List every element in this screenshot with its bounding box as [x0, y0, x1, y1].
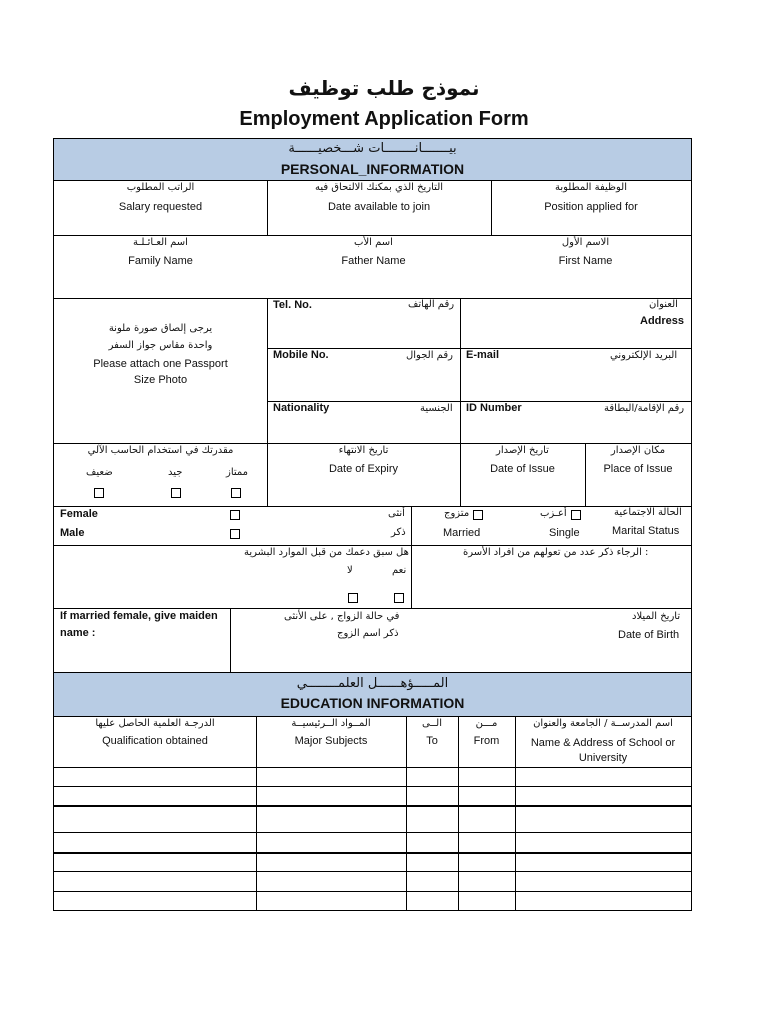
- id-number-label: ID Number: [466, 402, 522, 414]
- email-label-arabic: البريد الإلكتروني: [610, 350, 678, 361]
- form-title: Employment Application Form: [239, 108, 529, 130]
- row-divider: [54, 506, 691, 507]
- first-name-label-arabic: الاسم الأول: [561, 237, 610, 248]
- skill-weak-checkbox[interactable]: [94, 488, 104, 498]
- tel-label-arabic: رقم الهاتف: [408, 299, 455, 310]
- photo-instruction-arabic: واحدة مقاس جواز السفر: [108, 340, 213, 351]
- education-row-divider: [54, 891, 691, 892]
- single-label-arabic: أعـزب: [540, 508, 567, 519]
- marital-status-label: Marital Status: [612, 525, 680, 537]
- expiry-label-arabic: تاريخ الانتهاء: [338, 445, 389, 456]
- personal-header: PERSONAL_INFORMATION: [280, 161, 465, 177]
- photo-instruction: Size Photo: [133, 374, 188, 386]
- qualification-column-arabic: الدرجـة العلمية الحاصل عليها: [95, 718, 215, 729]
- issue-place-label-arabic: مكان الإصدار: [610, 445, 666, 456]
- hr-support-yes-label: نعم: [392, 565, 407, 576]
- email-label: E-mail: [466, 349, 500, 361]
- nationality-label-arabic: الجنسية: [420, 403, 453, 414]
- female-label-arabic: أنثى: [388, 508, 405, 519]
- row-divider: [54, 298, 691, 299]
- personal-info-header: [54, 139, 691, 181]
- school-column: Name & Address of School or University: [530, 737, 676, 764]
- family-name-label: Family Name: [128, 255, 193, 267]
- education-header-arabic: المـــــؤهــــــل العلمــــــــي: [296, 676, 449, 691]
- father-name-label: Father Name: [341, 255, 406, 267]
- row-divider: [54, 545, 691, 546]
- female-checkbox[interactable]: [230, 510, 240, 520]
- application-form: [53, 138, 692, 911]
- col-divider: [230, 608, 231, 672]
- mobile-label: Mobile No.: [273, 349, 329, 361]
- qualification-column: Qualification obtained: [102, 735, 208, 747]
- maiden-name-label: If married female, give maiden: [60, 610, 218, 622]
- education-info-header: [54, 673, 691, 717]
- single-label: Single: [549, 527, 580, 539]
- col-divider: [411, 506, 412, 608]
- salary-label: Salary requested: [118, 201, 203, 213]
- expiry-label: Date of Expiry: [328, 463, 399, 475]
- major-subjects-column-arabic: المــواد الــرئيسيــة: [291, 718, 371, 729]
- issue-date-label: Date of Issue: [490, 463, 555, 475]
- to-column: To: [426, 735, 438, 747]
- skill-good-checkbox[interactable]: [171, 488, 181, 498]
- dob-label: Date of Birth: [618, 629, 680, 641]
- row-divider: [54, 608, 691, 609]
- married-label-arabic: متزوج: [444, 508, 470, 519]
- id-number-label-arabic: رقم الإقامة/البطاقة: [604, 403, 685, 414]
- nationality-label: Nationality: [273, 402, 330, 414]
- row-divider: [54, 235, 691, 236]
- personal-header-arabic: بيـــــــانــــــــات شـــخصيــــــة: [288, 141, 457, 156]
- photo-instruction: Please attach one Passport: [93, 358, 228, 370]
- hr-support-yes-checkbox[interactable]: [394, 593, 404, 603]
- first-name-label: First Name: [558, 255, 613, 267]
- single-checkbox[interactable]: [571, 510, 581, 520]
- address-label-arabic: العنوان: [649, 299, 678, 310]
- education-row-divider: [54, 767, 691, 768]
- row-divider: [54, 443, 691, 444]
- hr-support-no-checkbox[interactable]: [348, 593, 358, 603]
- male-label: Male: [60, 527, 85, 539]
- married-checkbox[interactable]: [473, 510, 483, 520]
- married-label: Married: [443, 527, 481, 539]
- col-divider: [256, 716, 257, 911]
- husband-name-label-arabic: في حالة الزواج , على الأنثى: [284, 611, 400, 622]
- form-title-arabic: نموذج طلب توظيف: [288, 76, 480, 100]
- maiden-name-label: name :: [60, 627, 96, 639]
- skill-excellent-checkbox[interactable]: [231, 488, 241, 498]
- tel-label: Tel. No.: [273, 299, 312, 311]
- mobile-label-arabic: رقم الجوال: [406, 350, 453, 361]
- husband-name-label-arabic: ذكر اسم الزوج: [337, 628, 399, 639]
- position-label-arabic: الوظيفة المطلوبة: [555, 182, 627, 193]
- col-divider: [406, 716, 407, 911]
- marital-status-label-arabic: الحالة الاجتماعية: [614, 507, 682, 518]
- salary-label-arabic: الراتب المطلوب: [126, 182, 195, 193]
- computer-skill-label-arabic: مقدرتك في استخدام الحاسب الآلي: [87, 445, 234, 456]
- hr-support-question: هل سبق دعمك من قبل الموارد البشرية: [244, 547, 409, 558]
- female-label: Female: [60, 508, 98, 520]
- to-column-arabic: الــى: [421, 718, 443, 729]
- family-name-label-arabic: اسم العـائـلـة: [133, 237, 188, 248]
- skill-weak-label: ضعيف: [86, 467, 113, 478]
- date-join-label-arabic: التاريخ الذي بمكنك الالتحاق فيه: [314, 182, 444, 193]
- skill-excellent-label: ممتاز: [226, 467, 249, 478]
- issue-place-label: Place of Issue: [603, 463, 673, 475]
- col-divider: [458, 716, 459, 911]
- col-divider: [515, 716, 516, 911]
- education-row-divider: [54, 852, 691, 854]
- dob-label-arabic: تاريخ الميلاد: [632, 611, 681, 622]
- skill-good-label: جيد: [168, 467, 183, 478]
- major-subjects-column: Major Subjects: [294, 735, 368, 747]
- from-column-arabic: مـــن: [475, 718, 498, 729]
- dependents-question: الرجاء ذكر عدد من تعولهم من افراد الأسرة :: [463, 547, 649, 558]
- hr-support-no-label: لا: [347, 565, 353, 576]
- education-row-divider: [54, 805, 691, 807]
- education-row-divider: [54, 832, 691, 833]
- photo-instruction-arabic: يرجى إلصاق صورة ملونة: [108, 323, 213, 334]
- school-column-arabic: اسم المدرســة / الجامعة والعنوان: [533, 718, 673, 729]
- education-row-divider: [54, 871, 691, 872]
- date-join-label: Date available to join: [327, 201, 431, 213]
- from-column: From: [473, 735, 500, 747]
- education-header: EDUCATION INFORMATION: [280, 695, 465, 711]
- position-label: Position applied for: [544, 201, 638, 213]
- address-label: Address: [640, 315, 685, 327]
- male-label-arabic: ذكر: [391, 527, 406, 538]
- father-name-label-arabic: اسم الأب: [354, 237, 393, 248]
- male-checkbox[interactable]: [230, 529, 240, 539]
- issue-date-label-arabic: تاريخ الإصدار: [496, 445, 549, 456]
- education-row-divider: [54, 786, 691, 787]
